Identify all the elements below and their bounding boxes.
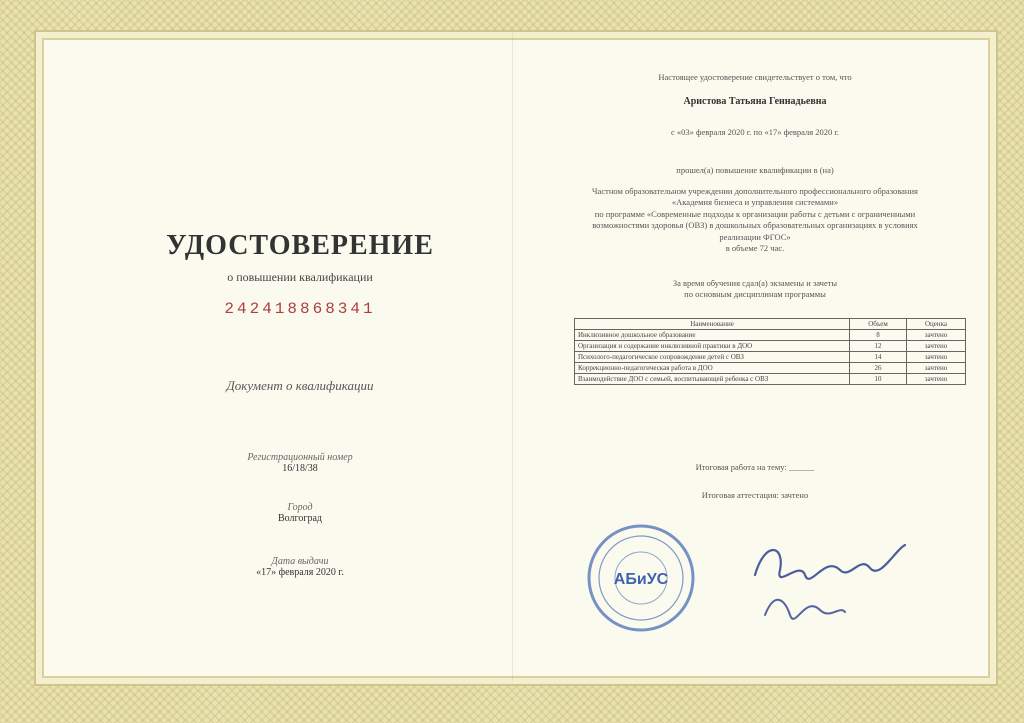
certificate-subtitle: о повышении квалификации bbox=[227, 270, 373, 284]
intro-text: Настоящее удостоверение свидетельствует о том, что bbox=[658, 72, 852, 82]
table-header-row bbox=[575, 319, 966, 330]
table-row bbox=[575, 374, 966, 385]
subject-grade: зачтено bbox=[907, 330, 966, 341]
city-label: Город bbox=[287, 502, 313, 513]
subject-hours: 14 bbox=[850, 352, 907, 363]
exams-line: по основным дисциплинам программы bbox=[684, 289, 826, 300]
issue-value: «17» февраля 2020 г. bbox=[256, 567, 344, 578]
certificate-title: УДОСТОВЕРЕНИЕ bbox=[166, 230, 434, 261]
table-header: Оценка bbox=[907, 319, 966, 330]
organization-block bbox=[520, 186, 990, 255]
registration-value: 16/18/38 bbox=[282, 463, 318, 474]
organization-line: Частном образовательном учреждении дополнительного профессионального образования bbox=[592, 186, 918, 196]
subject-name: Инклюзивное дошкольное образование bbox=[575, 330, 850, 341]
subject-hours: 10 bbox=[850, 374, 907, 385]
stamp-seal bbox=[585, 522, 697, 634]
program-line: возможностями здоровья (ОВЗ) в дошкольных образовательных организациях в условиях bbox=[592, 220, 918, 231]
subject-hours: 8 bbox=[850, 330, 907, 341]
training-period: с «03» февраля 2020 г. по «17» февраля 2020 г. bbox=[670, 127, 840, 137]
exams-line: За время обучения сдал(а) экзамены и зачеты bbox=[672, 278, 838, 288]
table-row bbox=[575, 341, 966, 352]
recipient-name: Аристова Татьяна Геннадьевна bbox=[683, 96, 827, 107]
table-row bbox=[575, 352, 966, 363]
hours-text: в объеме 72 час. bbox=[725, 243, 785, 254]
subject-name: Взаимодействие ДОО с семьей, воспитывающей ребенка с ОВЗ bbox=[575, 374, 850, 385]
organization-line: «Академия бизнеса и управления системами» bbox=[671, 197, 839, 208]
subject-name: Коррекционно-педагогическая работа в ДОО bbox=[575, 363, 850, 374]
final-certification: Итоговая аттестация: зачтено bbox=[701, 490, 809, 500]
subject-grade: зачтено bbox=[907, 363, 966, 374]
subject-name: Психолого-педагогическое сопровождение детей с ОВЗ bbox=[575, 352, 850, 363]
stamp-text: АБиУС bbox=[613, 571, 669, 588]
registration-label: Регистрационный номер bbox=[247, 452, 353, 463]
subject-grade: зачтено bbox=[907, 374, 966, 385]
fold-line bbox=[512, 30, 513, 682]
program-line: по программе «Современные подходы к организации работы с детьми с ограниченными bbox=[594, 208, 916, 219]
passed-text: прошел(а) повышение квалификации в (на) bbox=[676, 165, 834, 175]
subject-grade: зачтено bbox=[907, 341, 966, 352]
subject-hours: 26 bbox=[850, 363, 907, 374]
table-header: Объем bbox=[850, 319, 907, 330]
subject-hours: 12 bbox=[850, 341, 907, 352]
subject-grade: зачтено bbox=[907, 352, 966, 363]
registration-block bbox=[120, 452, 480, 474]
subjects-table bbox=[574, 318, 966, 385]
city-block bbox=[120, 502, 480, 524]
final-work: Итоговая работа на тему: ______ bbox=[695, 462, 815, 472]
city-value: Волгоград bbox=[277, 513, 322, 524]
issue-label: Дата выдачи bbox=[271, 556, 329, 567]
subject-name: Организация и содержание инклюзивной практики в ДОО bbox=[575, 341, 850, 352]
exams-block bbox=[520, 278, 990, 301]
document-type: Документ о квалификации bbox=[226, 378, 374, 393]
table-row bbox=[575, 363, 966, 374]
signature bbox=[745, 520, 915, 640]
program-line: реализации ФГОС» bbox=[719, 231, 791, 242]
issue-block bbox=[120, 556, 480, 578]
table-row bbox=[575, 330, 966, 341]
certificate-number: 242418868341 bbox=[224, 300, 376, 318]
table-header: Наименование bbox=[575, 319, 850, 330]
